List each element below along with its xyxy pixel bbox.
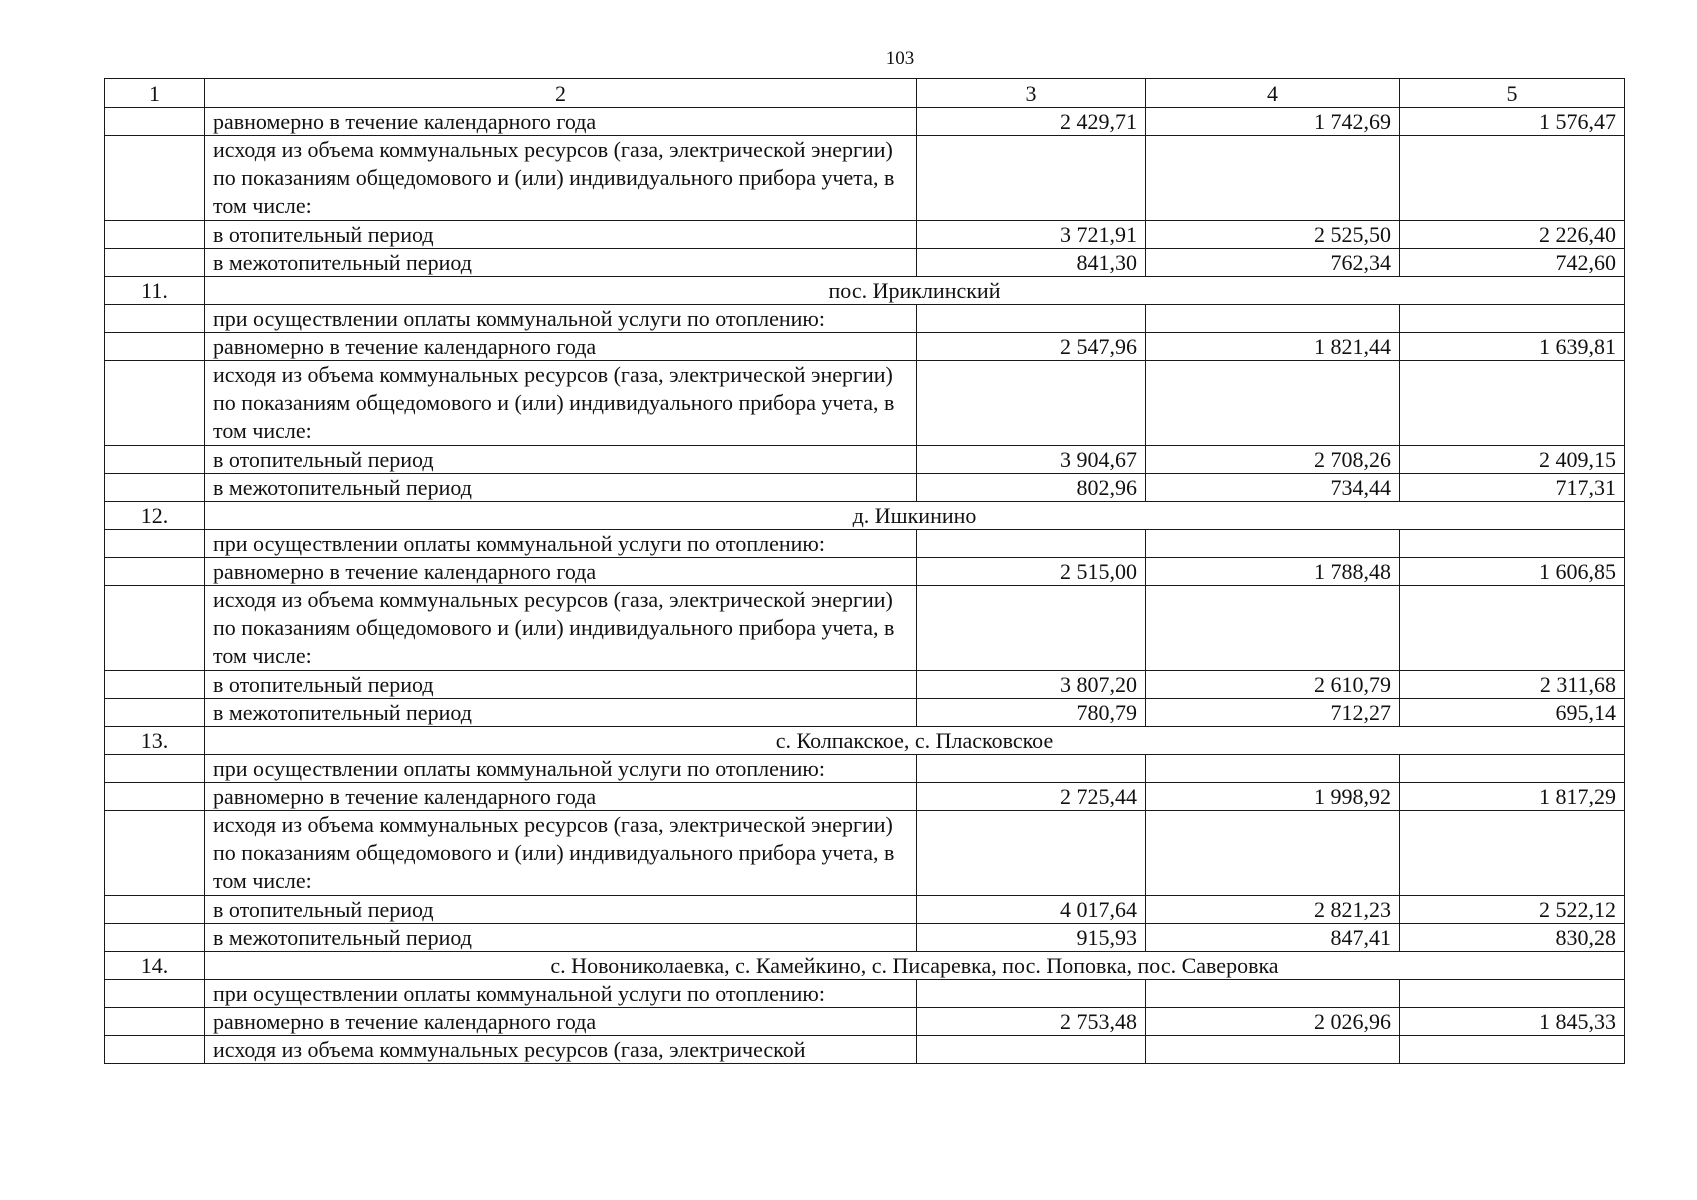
value-col-5: 830,28 <box>1400 924 1625 952</box>
value-col-5 <box>1400 361 1625 446</box>
row-description: равномерно в течение календарного года <box>205 1008 917 1036</box>
value-col-3: 841,30 <box>917 249 1146 277</box>
value-col-3 <box>917 305 1146 333</box>
table-row <box>105 924 1625 952</box>
row-number <box>105 1036 205 1064</box>
settlement-title: пос. Ириклинский <box>205 277 1625 305</box>
row-number <box>105 305 205 333</box>
settlement-title: с. Новониколаевка, с. Камейкино, с. Писаревка, пос. Поповка, пос. Саверовка <box>205 952 1625 980</box>
row-description: равномерно в течение календарного года <box>205 333 917 361</box>
value-col-5: 1 606,85 <box>1400 558 1625 586</box>
value-col-3: 2 725,44 <box>917 783 1146 811</box>
table-row <box>105 221 1625 249</box>
table-row <box>105 108 1625 136</box>
value-col-5 <box>1400 305 1625 333</box>
value-col-3: 2 547,96 <box>917 333 1146 361</box>
row-number <box>105 924 205 952</box>
row-description: при осуществлении оплаты коммунальной услуги по отоплению: <box>205 305 917 333</box>
row-description: в межотопительный период <box>205 249 917 277</box>
row-number <box>105 896 205 924</box>
value-col-4: 1 821,44 <box>1146 333 1400 361</box>
value-col-4: 712,27 <box>1146 699 1400 727</box>
table-row <box>105 980 1625 1008</box>
row-number <box>105 249 205 277</box>
row-description: исходя из объема коммунальных ресурсов (газа, электрической энергии) по показаниям общедомового и (или) индивидуального прибора учета, в том числе: <box>205 586 917 671</box>
value-col-3: 2 753,48 <box>917 1008 1146 1036</box>
value-col-5 <box>1400 136 1625 221</box>
value-col-4 <box>1146 1036 1400 1064</box>
row-description: исходя из объема коммунальных ресурсов (газа, электрической энергии) по показаниям общедомового и (или) индивидуального прибора учета, в том числе: <box>205 136 917 221</box>
table-row <box>105 558 1625 586</box>
value-col-3: 3 721,91 <box>917 221 1146 249</box>
row-number <box>105 333 205 361</box>
value-col-5 <box>1400 586 1625 671</box>
table-row <box>105 671 1625 699</box>
tariff-table <box>104 78 1625 1064</box>
value-col-4 <box>1146 755 1400 783</box>
table-row <box>105 136 1625 221</box>
row-number <box>105 783 205 811</box>
row-number <box>105 221 205 249</box>
row-number: 11. <box>105 277 205 305</box>
value-col-4 <box>1146 586 1400 671</box>
table-row <box>105 361 1625 446</box>
value-col-5: 1 639,81 <box>1400 333 1625 361</box>
value-col-5: 2 226,40 <box>1400 221 1625 249</box>
value-col-3 <box>917 811 1146 896</box>
table-row <box>105 811 1625 896</box>
table-row <box>105 305 1625 333</box>
value-col-5 <box>1400 811 1625 896</box>
table-body <box>105 108 1625 1064</box>
row-description: в межотопительный период <box>205 699 917 727</box>
row-description: равномерно в течение календарного года <box>205 783 917 811</box>
value-col-3: 802,96 <box>917 474 1146 502</box>
row-number <box>105 530 205 558</box>
row-number <box>105 586 205 671</box>
value-col-3 <box>917 980 1146 1008</box>
value-col-5 <box>1400 980 1625 1008</box>
row-description: равномерно в течение календарного года <box>205 108 917 136</box>
value-col-5: 2 409,15 <box>1400 446 1625 474</box>
value-col-4: 2 708,26 <box>1146 446 1400 474</box>
header-row <box>105 79 1625 108</box>
value-col-5: 742,60 <box>1400 249 1625 277</box>
table-row <box>105 586 1625 671</box>
column-header: 3 <box>917 79 1146 108</box>
row-description: исходя из объема коммунальных ресурсов (газа, электрической энергии) по показаниям общедомового и (или) индивидуального прибора учета, в том числе: <box>205 811 917 896</box>
row-number: 13. <box>105 727 205 755</box>
value-col-3 <box>917 361 1146 446</box>
row-number <box>105 699 205 727</box>
value-col-4 <box>1146 305 1400 333</box>
row-description: в межотопительный период <box>205 924 917 952</box>
value-col-4: 847,41 <box>1146 924 1400 952</box>
settlement-title: с. Колпакское, с. Пласковское <box>205 727 1625 755</box>
row-number: 12. <box>105 502 205 530</box>
table-row <box>105 474 1625 502</box>
value-col-4 <box>1146 361 1400 446</box>
value-col-5: 717,31 <box>1400 474 1625 502</box>
column-header: 5 <box>1400 79 1625 108</box>
table-row <box>105 530 1625 558</box>
row-description: в отопительный период <box>205 221 917 249</box>
value-col-5 <box>1400 530 1625 558</box>
row-number <box>105 108 205 136</box>
value-col-4 <box>1146 136 1400 221</box>
value-col-5: 2 311,68 <box>1400 671 1625 699</box>
row-description: в межотопительный период <box>205 474 917 502</box>
value-col-3: 3 807,20 <box>917 671 1146 699</box>
table-row <box>105 333 1625 361</box>
row-number: 14. <box>105 952 205 980</box>
value-col-3 <box>917 755 1146 783</box>
value-col-3: 2 429,71 <box>917 108 1146 136</box>
row-description: равномерно в течение календарного года <box>205 558 917 586</box>
row-description: при осуществлении оплаты коммунальной услуги по отоплению: <box>205 530 917 558</box>
value-col-5: 1 817,29 <box>1400 783 1625 811</box>
column-header: 4 <box>1146 79 1400 108</box>
value-col-3 <box>917 586 1146 671</box>
value-col-5: 2 522,12 <box>1400 896 1625 924</box>
table-row <box>105 896 1625 924</box>
table-row <box>105 699 1625 727</box>
row-number <box>105 1008 205 1036</box>
value-col-3: 915,93 <box>917 924 1146 952</box>
section-row <box>105 952 1625 980</box>
row-description: при осуществлении оплаты коммунальной услуги по отоплению: <box>205 755 917 783</box>
table-row <box>105 783 1625 811</box>
row-number <box>105 361 205 446</box>
value-col-4: 1 742,69 <box>1146 108 1400 136</box>
table-row <box>105 755 1625 783</box>
section-row <box>105 727 1625 755</box>
table-row <box>105 1036 1625 1064</box>
row-description: в отопительный период <box>205 671 917 699</box>
table-header <box>105 79 1625 108</box>
row-number <box>105 136 205 221</box>
value-col-4: 1 998,92 <box>1146 783 1400 811</box>
row-number <box>105 811 205 896</box>
row-number <box>105 671 205 699</box>
value-col-4: 734,44 <box>1146 474 1400 502</box>
value-col-4 <box>1146 811 1400 896</box>
row-number <box>105 446 205 474</box>
row-number <box>105 755 205 783</box>
section-row <box>105 277 1625 305</box>
column-header: 2 <box>205 79 917 108</box>
value-col-5: 695,14 <box>1400 699 1625 727</box>
row-description: исходя из объема коммунальных ресурсов (газа, электрической энергии) по показаниям общедомового и (или) индивидуального прибора учета, в том числе: <box>205 361 917 446</box>
value-col-3: 2 515,00 <box>917 558 1146 586</box>
row-number <box>105 474 205 502</box>
table-row <box>105 249 1625 277</box>
value-col-3 <box>917 136 1146 221</box>
value-col-4: 2 525,50 <box>1146 221 1400 249</box>
value-col-3 <box>917 530 1146 558</box>
value-col-5: 1 576,47 <box>1400 108 1625 136</box>
table-row <box>105 1008 1625 1036</box>
value-col-5: 1 845,33 <box>1400 1008 1625 1036</box>
section-row <box>105 502 1625 530</box>
row-description: в отопительный период <box>205 896 917 924</box>
value-col-3: 780,79 <box>917 699 1146 727</box>
row-number <box>105 558 205 586</box>
value-col-3: 4 017,64 <box>917 896 1146 924</box>
value-col-4: 1 788,48 <box>1146 558 1400 586</box>
value-col-3 <box>917 1036 1146 1064</box>
row-number <box>105 980 205 1008</box>
value-col-5 <box>1400 755 1625 783</box>
column-header: 1 <box>105 79 205 108</box>
value-col-4: 2 821,23 <box>1146 896 1400 924</box>
value-col-4: 762,34 <box>1146 249 1400 277</box>
row-description: в отопительный период <box>205 446 917 474</box>
row-description: исходя из объема коммунальных ресурсов (газа, электрической <box>205 1036 917 1064</box>
value-col-4 <box>1146 530 1400 558</box>
page-number: 103 <box>885 48 915 69</box>
value-col-5 <box>1400 1036 1625 1064</box>
value-col-4: 2 026,96 <box>1146 1008 1400 1036</box>
value-col-4: 2 610,79 <box>1146 671 1400 699</box>
value-col-3: 3 904,67 <box>917 446 1146 474</box>
settlement-title: д. Ишкинино <box>205 502 1625 530</box>
row-description: при осуществлении оплаты коммунальной услуги по отоплению: <box>205 980 917 1008</box>
value-col-4 <box>1146 980 1400 1008</box>
table-row <box>105 446 1625 474</box>
